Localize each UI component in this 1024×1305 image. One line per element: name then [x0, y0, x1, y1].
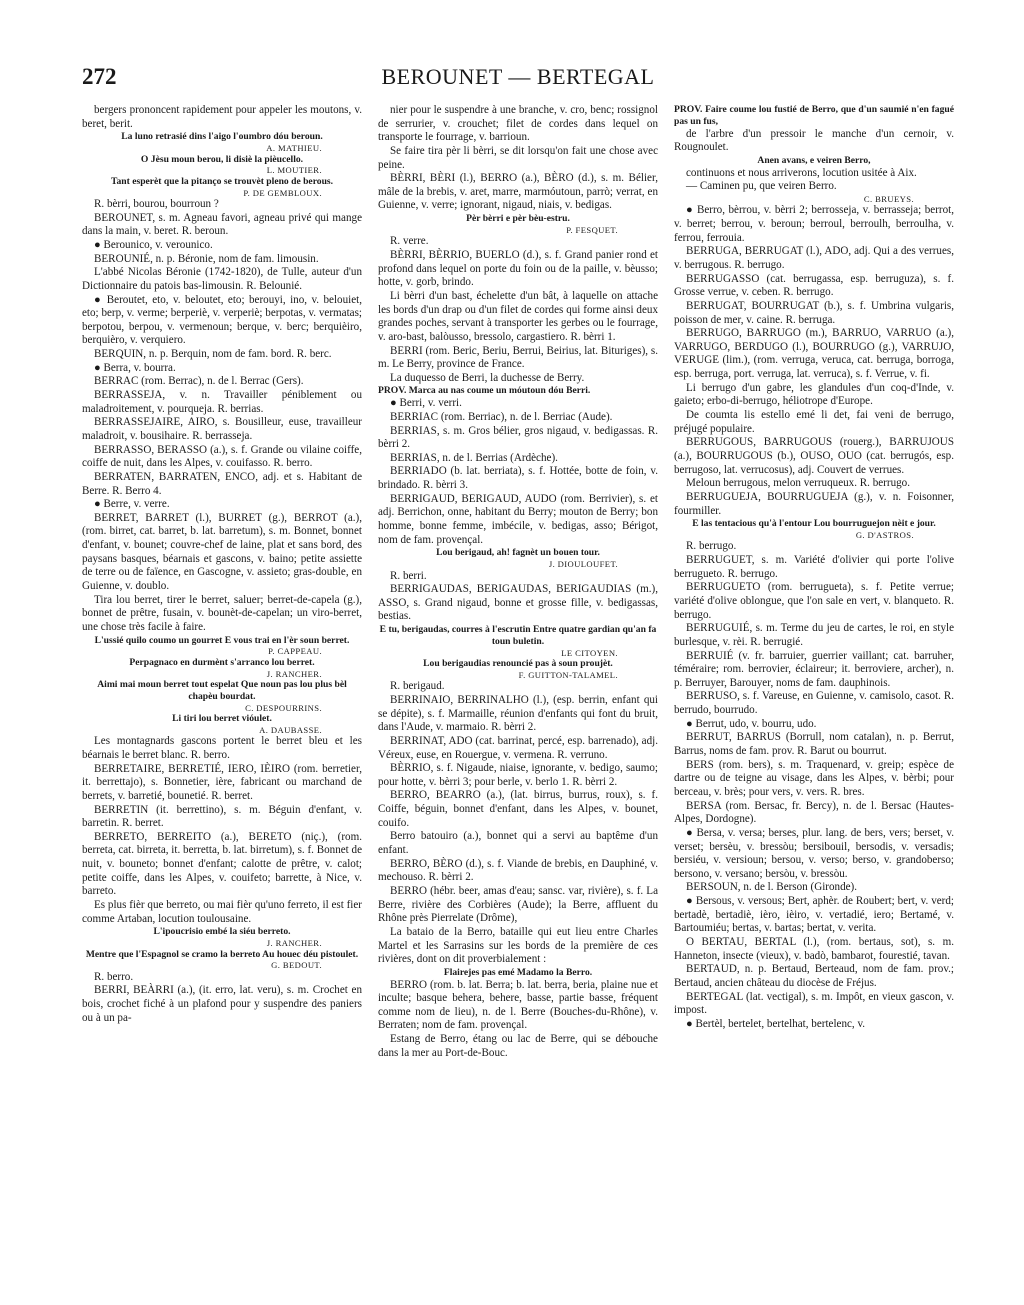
dictionary-entry: BERRI, BEÀRRI (a.), (it. erro, lat. veru), s. m. Crochet en bois, crochet fiché à un plafond pour y suspendre des paniers ou à un pa- — [82, 984, 362, 1024]
dictionary-entry: Les montagnards gascons portent le berret bleu et les béarnais le berret blanc. R. berro. — [82, 735, 362, 761]
dictionary-entry: BERRUGUET, s. m. Variété d'olivier qui porte l'olive berrugueto. R. berrugo. — [674, 554, 954, 580]
dictionary-quotation: Pèr bèrri e pèr bèu-estru. — [466, 213, 570, 225]
dictionary-entry: BERRO, BÈRO (d.), s. f. Viande de brebis, en Dauphiné, v. mechouso. R. bèrri 2. — [378, 857, 658, 884]
dictionary-quotation: Lou berigaud, ah! fagnèt un bouen tour. — [436, 547, 600, 559]
dictionary-entry: BERRASSO, BERASSO (a.), s. f. Grande ou vilaine coiffe, coiffe de nuit, dans les Alpes, v. couifasso. R. berro. — [82, 443, 362, 470]
dictionary-quotation: L'ussié quilo coumo un gourret E vous trai en l'èr soun berret. — [94, 634, 350, 646]
dictionary-entry: R. berigaud. — [390, 680, 445, 693]
dictionary-entry: BERRUGO, BARRUGO (m.), BARRUO, VARRUO (a.), VARRUGO, BERDUGO (l.), BOURRUGO (g.), VARRUJO, VERUGE (lim.), (rom. verruga, veruca, cat. berruga, borroga, esp. berruga, port. verruga, lat. verruca), s. f. Verrue, v. fi. — [674, 327, 954, 381]
dictionary-entry: BERRIGAUDAS, BERIGAUDAS, BERIGAUDIAS (m.), ASSO, s. Grand nigaud, bonne et grosse fille, v. bedigassas, bestias. — [378, 583, 658, 623]
dictionary-entry: O BERTAU, BERTAL (l.), (rom. bertaus, sot), s. m. Hanneton, insecte (vieux), v. badò, bambarot, fourestié, tavan. — [674, 936, 954, 962]
dictionary-entry: BERRIAS, n. de l. Berrias (Ardèche). — [390, 451, 558, 464]
dictionary-entry: continuons et nous arriverons, locution usitée à Aix. — [686, 166, 917, 179]
dictionary-attribution: P. CAPPEAU. — [268, 646, 322, 657]
dictionary-entry: BERRASSEJA, v. n. Travailler péniblement ou maladroitement, v. pourqueja. R. berrias. — [82, 389, 362, 415]
dictionary-quotation: Perpagnaco en durmènt s'arranco lou berret. — [129, 656, 315, 668]
dictionary-entry: BERRI (rom. Beric, Beriu, Berrui, Beirius, lat. Bituriges), s. m. Le Berry, province de France. — [378, 344, 658, 371]
dictionary-entry: BERRUSO, s. f. Vareuse, en Guienne, v. camisolo, casot. R. berrudo, bourrudo. — [674, 690, 954, 717]
dictionary-quotation: E las tentacious qu'à l'entour Lou bourruguejon nèit e jour. — [692, 518, 936, 530]
dictionary-quotation: Aimi mai moun berret tout espelat Que noun pas lou plus bèl chapèu bourdat. — [97, 679, 347, 702]
dictionary-entry: BERRATEN, BARRATEN, ENCO, adj. et s. Habitant de Berre. R. Berro 4. — [82, 470, 362, 497]
dictionary-entry: BERRO (rom. b. lat. Berra; b. lat. berra, beria, plaine nue et inculte; basque behera, behere, basse, partie basse, fréquent comme nom de lieu), n. de l. Berre (Bouches-du-Rhône), v. Berraten; nom de fam. provençal. — [378, 978, 658, 1032]
dictionary-entry: BERRUGA, BERRUGAT (l.), ADO, adj. Qui a des verrues, v. berrugous. R. berrugo. — [674, 245, 954, 271]
text-columns — [82, 104, 954, 1060]
dictionary-attribution: C. BRUEYS. — [863, 193, 914, 204]
dictionary-entry: BEROUNIÉ, n. p. Béronie, nom de fam. limousin. — [94, 252, 319, 265]
dictionary-entry: bergers prononcent rapidement pour appeler les moutons, v. beret, berit. — [82, 104, 362, 130]
dictionary-entry: BERRO (hébr. beer, amas d'eau; sansc. var, rivière), s. f. La Berre, rivière des Corbières (Aude); la Berre, affluent du Rhône près Pierrelate (Drôme), — [378, 884, 658, 925]
dictionary-attribution: F. GUITTON-TALAMEL. — [518, 669, 618, 680]
dictionary-entry: R. berro. — [94, 970, 134, 983]
dictionary-entry: ● Bersous, v. versous; Bert, aphèr. de Roubert; bert, v. verd; bertadè, bertadiè, ièro, ièiro, v. vertadié, iero; Bertamé, v. Bartoumiéu; bertas, v. bartas; bertat, v. verita. — [674, 895, 954, 935]
dictionary-entry: de l'arbre d'un pressoir le manche d'un cernoir, v. Rougnoulet. — [674, 127, 954, 154]
dictionary-entry: BERRETO, BERREITO (a.), BERETO (niç.), (rom. berreta, cat. birreta, it. berretta, b. lat. birretum), s. f. Bonnet de nuit, v. bouneto; bonnet d'enfant; calotte de prêtre, v. calot; petite coiffe, dans les Alpes, v. couifeto; barrette, à Nice, v. barreto. — [82, 830, 362, 898]
dictionary-attribution: A. MATHIEU. — [266, 142, 322, 153]
dictionary-entry: BEROUNET, s. m. Agneau favori, agneau privé qui mange dans la main, v. beret. R. beroun. — [82, 211, 362, 238]
dictionary-entry: BERQUIN, n. p. Berquin, nom de fam. bord. R. berc. — [94, 348, 332, 361]
dictionary-attribution: L. MOUTIER. — [266, 165, 322, 176]
dictionary-entry: BERTEGAL (lat. vectigal), s. m. Impôt, en vieux gascon, v. impost. — [674, 990, 954, 1017]
column-right — [674, 104, 954, 1060]
dictionary-entry: ● Berounico, v. verounico. — [94, 239, 213, 251]
dictionary-quotation: Mentre que l'Espagnol se cramo la berreto Au houec déu pistoulet. — [85, 948, 359, 960]
column-left — [82, 104, 362, 1060]
dictionary-entry: BÈRRI, BÈRI (l.), BERRO (a.), BÈRO (d.), s. m. Bélier, mâle de la brebis, v. aret, marre, marmóutoun, parrò; verrat, en Guienne, v. verre; ignorant, nigaud, niais, v. bedigas. — [378, 172, 658, 212]
dictionary-entry: ● Berri, v. verri. — [390, 397, 462, 410]
dictionary-proverb: PROV. Faire coume lou fustié de Berro, que d'un saumié n'en fagué pas un fus, — [674, 104, 954, 127]
dictionary-entry: BERRUGUIÉ, s. m. Terme du jeu de cartes, le roi, en style burlesque, v. rèi. R. berrugié. — [674, 622, 954, 648]
dictionary-entry: BERRUGASSO (cat. berrugassa, esp. berruguza), s. f. Grosse verrue, v. ceben. R. berrugo. — [674, 272, 954, 299]
dictionary-entry: ● Berro, bèrrou, v. bèrri 2; berrosseja, v. berrasseja; berrot, v. berret; berrou, v. beroun; berroul, berroulh, berroulha, v. ferrou, ferrouia. — [674, 204, 954, 244]
dictionary-entry: BERRUT, BARRUS (Borrull, nom catalan), n. p. Berrut, Barrus, noms de fam. prov. R. Barut ou bourrut. — [674, 731, 954, 758]
dictionary-entry: Li berrugo d'un gabre, les glandules d'un coq-d'Inde, v. gaieto; erbo-di-berrugo, héliotrope d'Europe. — [674, 381, 954, 408]
dictionary-entry: nier pour le suspendre à une branche, v. cro, benc; rossignol de serrurier, v. crouchet; filet de cordes dans lequel on transporte le fourrage, v. barrioun. — [378, 104, 658, 144]
dictionary-quotation: O Jèsu moun berou, li disiè la pièucello. — [140, 153, 304, 165]
dictionary-entry: ● Bersa, v. versa; berses, plur. lang. de bers, vers; berset, v. verset; bersèu, v. bressòu; bersibouil, bersodis, v. versadis; bersiéu, v. versioun; bersou, v. verso; berso, v. grandoberso; bersono, v. versano; bersòu, v. bressòu. — [674, 826, 954, 880]
dictionary-entry: BERS (rom. bers), s. m. Traquenard, v. greip; espèce de dartre ou de teigne au visage, dans les Alpes, v. bèrbi; pour berceau, v. brès; pour vers, v. vers. R. bres. — [674, 758, 954, 798]
dictionary-quotation: Li tiri lou berret vióulet. — [172, 713, 272, 725]
dictionary-attribution: G. BEDOUT. — [271, 960, 322, 971]
dictionary-attribution: J. RANCHER. — [266, 938, 322, 949]
dictionary-entry: BERTAUD, n. p. Bertaud, Berteaud, nom de fam. prov.; Bertaud, ancien château du diocèse de Fréjus. — [674, 963, 954, 989]
dictionary-attribution: LE CITOYEN. — [561, 647, 618, 658]
page-header — [82, 64, 954, 94]
running-title: BEROUNET — BERTEGAL — [381, 64, 655, 89]
dictionary-entry: R. berri. — [390, 569, 427, 582]
dictionary-entry: Li bèrri d'un bast, échelette d'un bât, à laquelle on attache les bords d'un drap ou d'un filet de cordes qui forme ainsi deux grandes poches, servant à transporter les gerbes ou le fourrage, v. aro-bast, balòusso, bressolo, cargastiero. R. bèrri 1. — [378, 289, 658, 343]
dictionary-entry: De coumta lis estello emé li det, fai veni de berrugo, préjugé populaire. — [674, 409, 954, 435]
dictionary-entry: BERRAC (rom. Berrac), n. de l. Berrac (Gers). — [94, 375, 304, 388]
page-number: 272 — [82, 64, 117, 89]
dictionary-entry: BERSOUN, n. de l. Berson (Gironde). — [686, 881, 858, 894]
dictionary-entry: Es plus fièr que berreto, ou mai fièr qu'uno ferreto, il est fier comme Artaban, locution toulousaine. — [82, 899, 362, 925]
dictionary-entry: BERRASSEJAIRE, AIRO, s. Bousilleur, euse, travailleur maladroit, v. bousihaire. R. berrasseja. — [82, 416, 362, 442]
dictionary-entry: BERRUGOUS, BARRUGOUS (rouerg.), BARRUJOUS (a.), BOURRUGOUS (b.), OUSO, OUO (cat. berrugós, esp. berrugoso, lat. verrucosus), adj. Couvert de verrues. — [674, 436, 954, 476]
dictionary-attribution: J. DIOULOUFET. — [548, 558, 618, 569]
dictionary-attribution: A. DAUBASSE. — [259, 724, 322, 735]
dictionary-entry: BÈRRIO, s. f. Nigaude, niaise, ignorante, v. bedigo, saumo; pour hotte, v. bèrri 3; pour berle, v. berlo 1. R. bèrri 2. — [378, 762, 658, 788]
column-middle — [378, 104, 658, 1060]
dictionary-entry: Tira lou berret, tirer le berret, saluer; berret-de-capela (g.), bonnet de prêtre, fusain, v. bounèt-de-capelan; un viro-berret, une chose très facile à faire. — [82, 593, 362, 633]
dictionary-entry: BERRO, BEARRO (a.), (lat. birrus, burrus, roux), s. f. Coiffe, béguin, bonnet d'enfant, dans les Alpes, v. bounet, couifo. — [378, 789, 658, 829]
dictionary-entry: BERRINAT, ADO (cat. barrinat, percé, esp. barrenado), adj. Véreux, euse, en Rouergue, v. vermena. R. verruno. — [378, 734, 658, 761]
dictionary-entry: Estang de Berro, étang ou lac de Berre, qui se débouche dans la mer au Port-de-Bouc. — [378, 1033, 658, 1059]
dictionary-quotation: Lou berigaudias renouncié pas à soun proujèt. — [423, 658, 613, 670]
dictionary-attribution: P. FESQUET. — [566, 224, 618, 235]
dictionary-entry: Se faire tira pèr li bèrri, se dit lorsqu'on fait une chose avec peine. — [378, 144, 658, 171]
dictionary-entry: R. verre. — [390, 235, 429, 248]
dictionary-entry: Meloun berrugous, melon verruqueux. R. berrugo. — [686, 477, 910, 490]
dictionary-entry: BERRETAIRE, BERRETIÉ, IERO, IÈIRO (rom. berretier, it. berrettajo), s. Bonnetier, ière, fabricant ou marchand de berrets, v. barretié, bounetié. R. berret. — [82, 762, 362, 802]
dictionary-entry: ● Berrut, udo, v. bourru, udo. — [686, 717, 817, 730]
dictionary-entry: BÈRRI, BÈRRIO, BUERLO (d.), s. f. Grand panier rond et profond dans lequel on porte du foin ou de la paille, v. bèusso; hotte, v. gorb, brindo. — [378, 249, 658, 289]
dictionary-quotation: L'ipoucrisio embé la siéu berreto. — [153, 926, 291, 938]
dictionary-entry: BERRUGAT, BOURRUGAT (b.), s. f. Umbrina vulgaris, poisson de mer, v. caine. R. berruga. — [674, 299, 954, 326]
dictionary-entry: La duquesso de Berri, la duchesse de Berry. — [390, 371, 585, 384]
dictionary-quotation: Tant esperèt que la pitanço se trouvèt pleno de berous. — [110, 175, 334, 187]
dictionary-entry: BERRIAS, s. m. Gros bélier, gros nigaud, v. bedigassas. R. bèrri 2. — [378, 424, 658, 451]
dictionary-entry: BERRIAC (rom. Berriac), n. de l. Berriac (Aude). — [390, 410, 613, 423]
dictionary-entry: BERRIADO (b. lat. berriata), s. f. Hottée, botte de foin, v. brindado. R. bèrri 3. — [378, 465, 658, 492]
dictionary-attribution: C. DESPOURRINS. — [245, 702, 322, 713]
dictionary-attribution: J. RANCHER. — [266, 668, 322, 679]
dictionary-entry: — Caminen pu, que veiren Berro. — [686, 180, 837, 193]
dictionary-entry: BERRUIÉ (v. fr. barruier, guerrier vaillant; cat. barruher, téméraire; rom. berrovier, éclaireur; it. berroviere, archer), n. p. Berruyer, Barouyer, noms de fam. dauphinois. — [674, 649, 954, 689]
dictionary-entry: BERRUGUEJA, BOURRUGUEJA (g.), v. n. Foisonner, fourmiller. — [674, 490, 954, 517]
dictionary-quotation: La luno retrasié dins l'aigo l'oumbro dóu beroun. — [121, 131, 323, 143]
dictionary-quotation: E tu, berigaudas, courres à l'escrutin Entre quatre gardian qu'an fa toun buletin. — [379, 624, 657, 647]
dictionary-entry: Berro batouiro (a.), bonnet qui a servi au baptême d'un enfant. — [378, 830, 658, 857]
dictionary-entry: BERRETIN (it. berrettino), s. m. Béguin d'enfant, v. barretin. R. berret. — [82, 803, 362, 830]
dictionary-entry: L'abbé Nicolas Béronie (1742-1820), de Tulle, auteur d'un Dictionnaire du patois bas-limousin. R. Belounié. — [82, 266, 362, 292]
dictionary-entry: ● Beroutet, eto, v. beloutet, eto; berouyi, ino, v. belouiet, eto; berp, v. verme; berperiè, v. verperiè; berpotas, v. vermatas; berpotou, berpou, v. vermenoun; berque, v. berc; berquièiro, berquièro, v. verquiero. — [82, 293, 362, 347]
dictionary-entry: ● Berra, v. bourra. — [94, 361, 176, 374]
dictionary-entry: R. bèrri, bourou, bourroun ? — [94, 198, 219, 211]
dictionary-entry: R. berrugo. — [686, 540, 737, 553]
dictionary-entry: BERRIGAUD, BERIGAUD, AUDO (rom. Berrivier), s. et adj. Berrichon, onne, habitant du Berry; mouton de Berry; bon homme, bonne femme, imbécile, v. bedigas, asso; Bérigot, nom de fam. provençal. — [378, 492, 658, 546]
dictionary-entry: BERSA (rom. Bersac, fr. Bercy), n. de l. Bersac (Hautes-Alpes, Dordogne). — [674, 799, 954, 826]
dictionary-attribution: P. DE GEMBLOUX. — [243, 187, 322, 198]
dictionary-entry: La bataio de la Berro, bataille qui eut lieu entre Charles Martel et les Sarrasins sur les bords de la première de ces rivières, dont on dit proverbialement : — [378, 925, 658, 966]
dictionary-entry: BERRINAIO, BERRINALHO (l.), (esp. berrin, enfant qui se dépite), s. f. Marmaille, réunion d'enfants qui font du bruit, dans l'Aude, v. marmaio. R. bèrri 2. — [378, 693, 658, 734]
dictionary-quotation: Anen avans, e veiren Berro, — [757, 154, 871, 166]
dictionary-entry: BERRUGUETO (rom. berrugueta), s. f. Petite verrue; variété d'olive oblongue, que l'on sale en vert, v. blanqueto. R. berrugo. — [674, 581, 954, 621]
dictionary-entry: ● Berre, v. verre. — [94, 498, 170, 511]
dictionary-proverb: PROV. Marca au nas coume un móutoun dóu Berri. — [378, 385, 591, 397]
dictionary-entry: BERRET, BARRET (l.), BURRET (g.), BERROT (a.), (rom. birret, cat. barret, b. lat. barretum), s. m. Bonnet, bonnet d'enfant, v. bounet; couvre-chef de laine, plat et sans bord, des paysans basques, béarnais et gascons, v. baino; petite assiette de terre ou de faïence, en Gascogne, v. assieto; gras-double, en Guienne, v. doublo. — [82, 511, 362, 593]
dictionary-quotation: Flairejes pas emé Madamo la Berro. — [443, 966, 593, 978]
dictionary-entry: ● Bertèl, bertelet, bertelhat, bertelenc, v. — [686, 1017, 866, 1030]
dictionary-attribution: G. D'ASTROS. — [855, 529, 914, 540]
